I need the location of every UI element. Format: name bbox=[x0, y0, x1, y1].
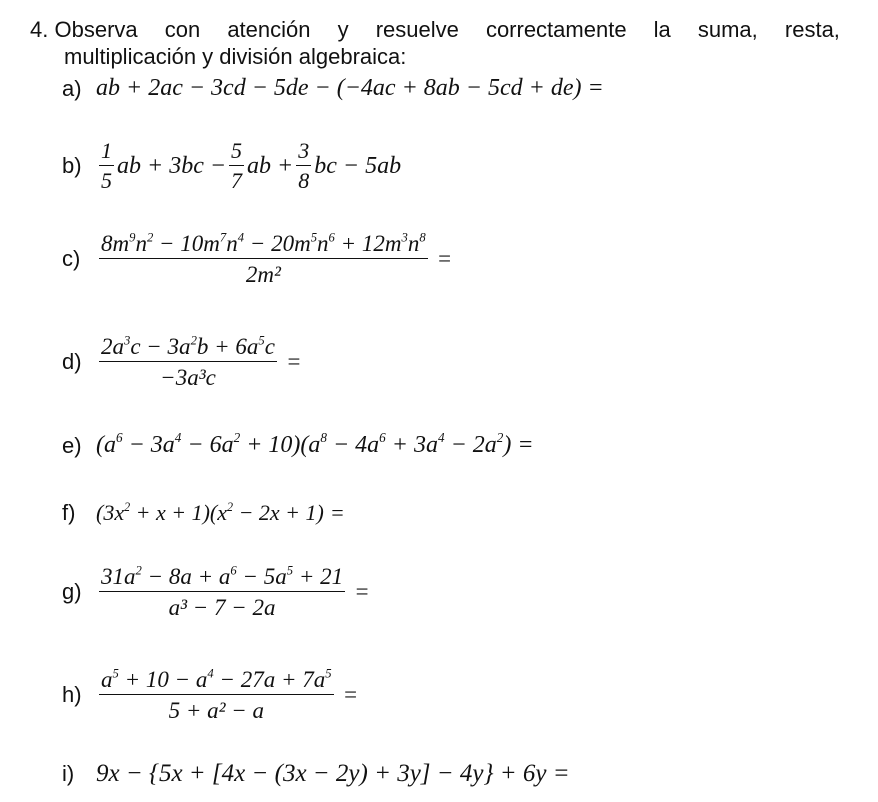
problem-number-word: 4. Observa bbox=[30, 17, 138, 42]
term: bc − 5ab bbox=[314, 152, 402, 179]
word: la bbox=[653, 17, 671, 42]
equals-sign: = bbox=[354, 579, 370, 604]
exercise-label: d) bbox=[62, 349, 82, 374]
fraction bbox=[99, 232, 428, 286]
exercise-c bbox=[62, 232, 452, 286]
exercise-label: g) bbox=[62, 579, 82, 604]
word: con bbox=[164, 17, 201, 42]
word: resta, bbox=[784, 17, 840, 42]
equals-sign: = bbox=[329, 500, 345, 525]
equals-sign: = bbox=[517, 432, 534, 458]
exercise-a bbox=[62, 75, 604, 102]
exercise-label: f) bbox=[62, 500, 76, 525]
expression: 9x − {5x + [4x − (3x − 2y) + 3y] − 4y} + 6y = bbox=[96, 760, 570, 787]
word: resuelve bbox=[375, 17, 459, 42]
exercise-label: e) bbox=[62, 432, 82, 458]
fraction bbox=[99, 565, 345, 619]
fraction bbox=[99, 335, 277, 389]
exercise-e bbox=[62, 432, 534, 459]
expression: ab + 2ac − 3cd − 5de − (−4ac + 8ab − 5cd + de) = bbox=[96, 75, 604, 101]
exercise-g bbox=[62, 565, 370, 619]
numerator: $8m^9n^2 - 10m^7n^4 - 20m^5n^6 + 12m^3n^8$ bbox=[99, 232, 428, 259]
term: ab + 3bc − bbox=[117, 152, 227, 179]
fraction bbox=[99, 668, 334, 722]
numerator: $a^5 + 10 - a^4 - 27a + 7a^5$ bbox=[99, 668, 334, 695]
expression: $(3x^2 + x + 1)(x^2 - 2x + 1)$ bbox=[96, 499, 324, 525]
exercise-h bbox=[62, 668, 358, 722]
word: suma, bbox=[697, 17, 758, 42]
equals-sign: = bbox=[342, 682, 359, 707]
denominator: a³ − 7 − 2a bbox=[168, 595, 276, 620]
exercise-b bbox=[62, 140, 401, 192]
word: correctamente bbox=[485, 17, 627, 42]
denominator: 5 + a² − a bbox=[168, 698, 264, 723]
exercise-label: b) bbox=[62, 153, 82, 178]
expression: $(a^6 - 3a^4 - 6a^2 + 10)(a^8 - 4a^6 + 3a^4 - 2a^2)$ bbox=[96, 430, 512, 458]
exercise-i bbox=[62, 760, 570, 788]
fraction: $\frac{1}{5}$ bbox=[101, 138, 112, 193]
numerator: $2a^3c - 3a^2b + 6a^5c$ bbox=[99, 335, 277, 362]
fraction: $\frac{3}{8}$ bbox=[298, 138, 310, 193]
word: atención bbox=[227, 17, 311, 42]
numerator: $31a^2 - 8a + a^6 - 5a^5 + 21$ bbox=[99, 565, 345, 592]
equals-sign: = bbox=[436, 246, 453, 271]
exercise-f bbox=[62, 500, 345, 526]
exercise-label: a) bbox=[62, 75, 82, 101]
fraction: $\frac{5}{7}$ bbox=[231, 138, 243, 193]
denominator: −3a³c bbox=[160, 365, 216, 390]
exercise-d bbox=[62, 335, 302, 389]
equals-sign: = bbox=[285, 349, 302, 374]
problem-line-2: multiplicación y división algebraica: bbox=[64, 44, 407, 69]
exercise-label: h) bbox=[62, 682, 82, 707]
problem-line-1 bbox=[30, 16, 840, 43]
denominator: 2m² bbox=[245, 262, 281, 287]
problem-statement bbox=[30, 16, 840, 70]
exercise-label: c) bbox=[62, 246, 81, 271]
term: ab + bbox=[247, 152, 294, 179]
word: y bbox=[337, 17, 349, 42]
exercise-label: i) bbox=[62, 761, 75, 786]
